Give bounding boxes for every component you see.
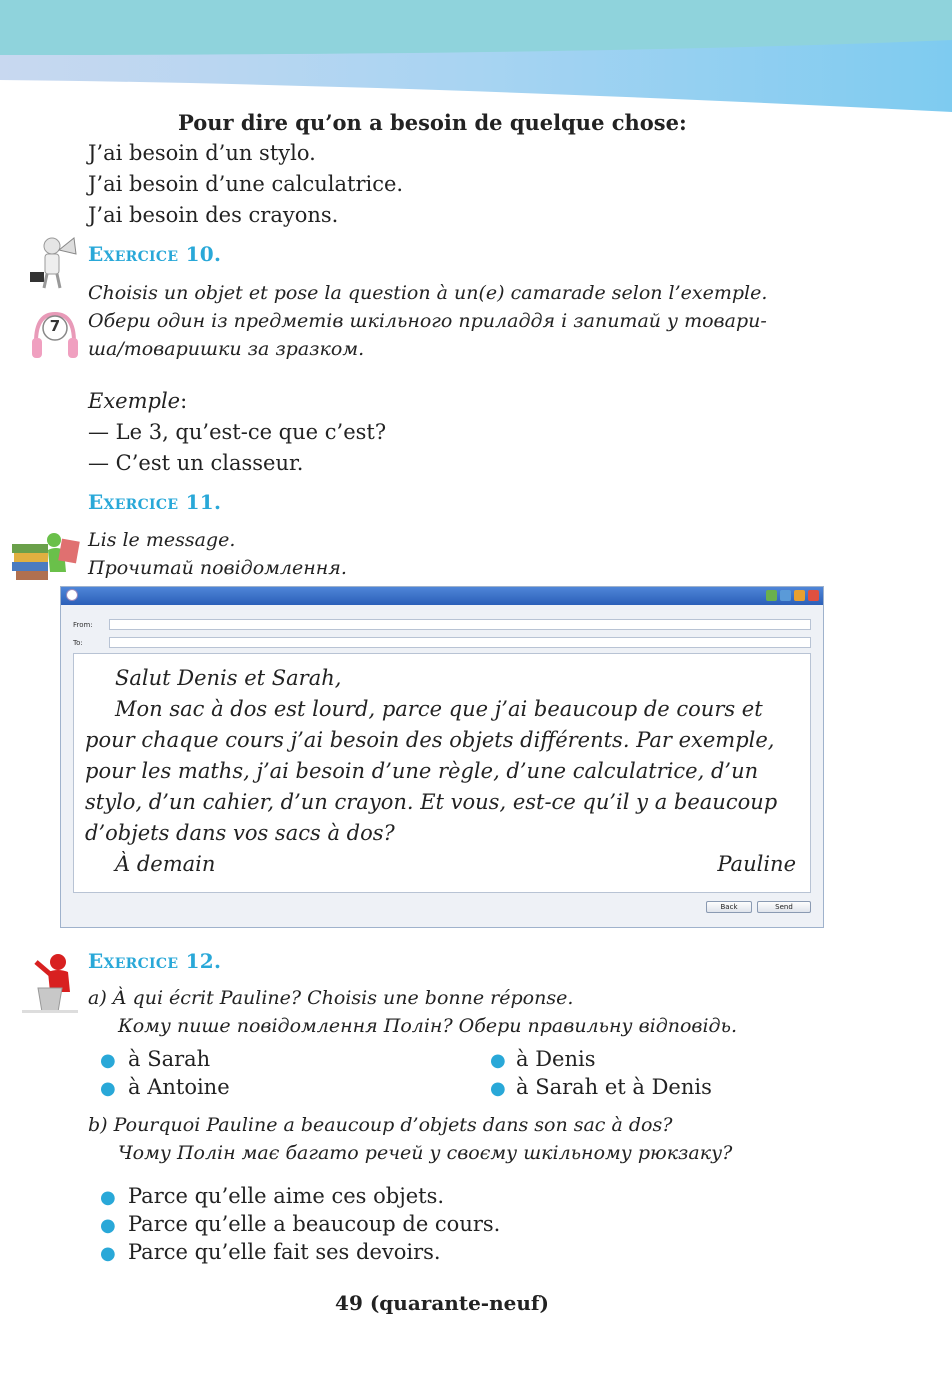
email-window — [60, 586, 824, 928]
grammar-heading: Pour dire qu’on a besoin de quelque chose: — [178, 110, 687, 135]
example-label: Exemple — [88, 389, 181, 413]
send-button[interactable]: Send — [757, 901, 811, 913]
app-logo-icon — [66, 589, 78, 601]
exercise-10-instruction-ua: ша/товаришки за зразком. — [88, 338, 365, 360]
exercise-10-instruction-fr: Choisis un objet et pose la question à un(e) camarade selon l’exemple. — [88, 282, 768, 304]
intro-line: J’ai besoin d’une calculatrice. — [88, 172, 404, 196]
bullet-icon: ● — [100, 1050, 116, 1071]
answer-option: Parce qu’elle aime ces objets. — [128, 1184, 445, 1208]
message-line: Mon sac à dos est lourd, parce que j’ai beaucoup de cours et — [115, 697, 763, 721]
audio-track-number: 7 — [49, 317, 61, 335]
bullet-icon: ● — [100, 1243, 116, 1264]
page-number-words: (quarante-neuf) — [369, 1291, 549, 1315]
example-label-line — [88, 389, 187, 413]
message-closing: À demain — [115, 852, 216, 876]
edit-icon[interactable] — [766, 590, 777, 601]
from-label: From: — [73, 621, 93, 629]
question-a-fr: a) À qui écrit Pauline? Choisis une bonne réponse. — [88, 987, 574, 1009]
example-line: — C’est un classeur. — [88, 451, 304, 475]
question-b-ua: Чому Полін має багато речей у своєму шкільному рюкзаку? — [118, 1142, 733, 1164]
header-band — [0, 0, 952, 112]
question-b-fr: b) Pourquoi Pauline a beaucoup d’objets dans son sac à dos? — [88, 1114, 673, 1136]
message-line: d’objets dans vos sacs à dos? — [85, 821, 395, 845]
back-button[interactable]: Back — [706, 901, 752, 913]
answer-option: Parce qu’elle fait ses devoirs. — [128, 1240, 441, 1264]
answer-option: à Sarah et à Denis — [516, 1075, 712, 1099]
exercise-11-instruction-fr: Lis le message. — [88, 529, 236, 551]
message-signature: Pauline — [717, 852, 796, 876]
exercise-10-instruction-ua: Обери один із предметів шкільного приладдя і запитай у товари- — [88, 310, 767, 332]
email-title-bar — [61, 587, 823, 605]
answer-option: à Antoine — [128, 1075, 230, 1099]
exercise-12-title: Exercice 12. — [88, 949, 222, 973]
help-icon[interactable] — [794, 590, 805, 601]
bullet-icon: ● — [100, 1078, 116, 1099]
exercise-11-title: Exercice 11. — [88, 490, 222, 514]
answer-option: à Denis — [516, 1047, 596, 1071]
books-reader-icon — [10, 528, 82, 582]
bullet-icon: ● — [100, 1215, 116, 1236]
bullet-icon: ● — [100, 1187, 116, 1208]
message-line: pour les maths, j’ai besoin d’une règle, d’une calculatrice, d’un — [85, 759, 759, 783]
megaphone-person-icon — [22, 232, 80, 290]
close-icon[interactable] — [808, 590, 819, 601]
example-line: — Le 3, qu’est-ce que c’est? — [88, 420, 387, 444]
exercise-10-title: Exercice 10. — [88, 242, 222, 266]
example-colon: : — [180, 389, 188, 413]
headphones-audio-icon — [30, 308, 80, 364]
message-greeting: Salut Denis et Sarah, — [115, 666, 342, 690]
message-line: stylo, d’un cahier, d’un crayon. Et vous, est-ce qu’il y a beaucoup — [85, 790, 778, 814]
page-number-digits: 49 — [335, 1291, 363, 1315]
question-a-ua: Кому пише повідомлення Полін? Обери правильну відповідь. — [118, 1015, 737, 1037]
message-line: pour chaque cours j’ai besoin des objets différents. Par exemple, — [85, 728, 775, 752]
teacher-podium-icon — [18, 948, 80, 1014]
search-icon[interactable] — [780, 590, 791, 601]
intro-line: J’ai besoin d’un stylo. — [88, 141, 316, 165]
to-label: To: — [73, 639, 83, 647]
from-field[interactable] — [109, 619, 811, 630]
to-field[interactable] — [109, 637, 811, 648]
exercise-11-instruction-ua: Прочитай повідомлення. — [88, 557, 347, 579]
answer-option: Parce qu’elle a beaucoup de cours. — [128, 1212, 501, 1236]
bullet-icon: ● — [490, 1078, 506, 1099]
intro-line: J’ai besoin des crayons. — [88, 203, 339, 227]
answer-option: à Sarah — [128, 1047, 211, 1071]
message-body[interactable] — [73, 653, 811, 893]
page-number — [0, 1291, 884, 1315]
bullet-icon: ● — [490, 1050, 506, 1071]
